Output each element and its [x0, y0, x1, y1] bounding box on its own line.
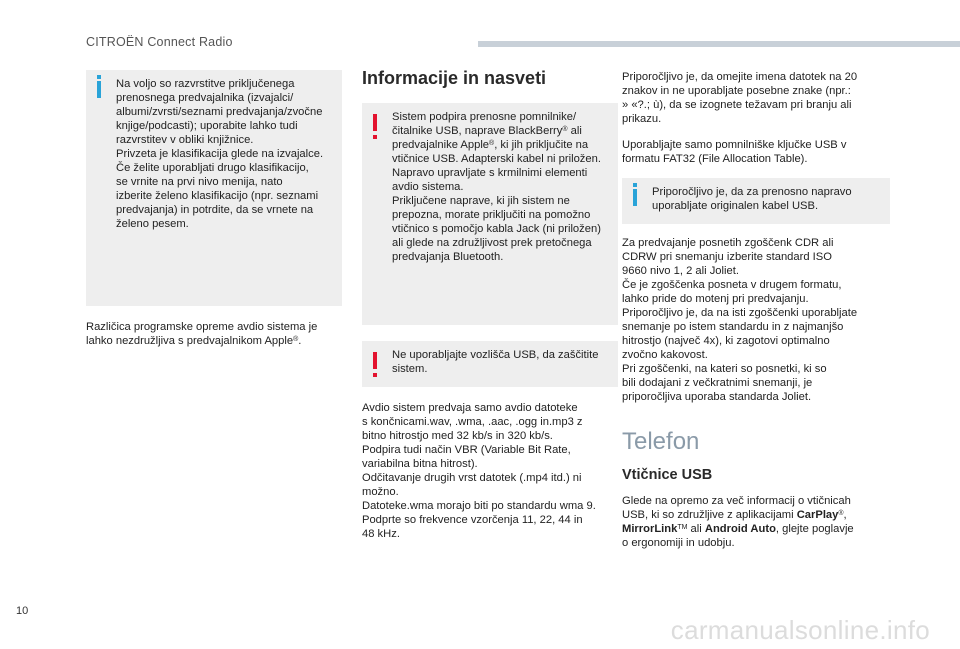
apple-compat-paragraph: Različica programske opreme avdio sistema je lahko nezdružljiva s predvajalnikom Apple®.: [86, 321, 318, 347]
subheading-usb-sockets: Vtičnice USB: [622, 467, 713, 483]
warning-icon: [373, 114, 377, 131]
page-number: 10: [16, 605, 29, 617]
info-icon: [633, 189, 637, 206]
warning-usb-text: Sistem podpira prenosne pomnilnike/ čitalnike USB, naprave BlackBerry® ali predvajalnike Apple®, ki jih priključite na vtičnice USB. Adapterski kabel ni priložen. Napravo upravljate s krmilnimi elementi avdio sistema. Priključene naprave, ki jih sistem ne prepozna, morate priključiti na pomožno vtičnico s pomočjo kabla Jack (ni priložen) ali glede na združljivost prek pretočnega predvajanja Bluetooth.: [392, 111, 601, 263]
info-note-box: [86, 70, 342, 306]
warning-box-hub: [362, 341, 618, 387]
warning-box-usb: [362, 103, 618, 325]
reg-mark: ®: [293, 336, 299, 343]
info-icon: [97, 81, 101, 98]
warning-hub-text: Ne uporabljajte vozlišča USB, da zaščitite sistem.: [392, 349, 599, 375]
info-box-cable: [622, 178, 890, 224]
header-bar: [478, 41, 960, 47]
section-heading-telefon: Telefon: [622, 428, 700, 455]
column-1: [86, 70, 342, 348]
warning-icon: [373, 352, 377, 369]
audio-formats-paragraph: Avdio sistem predvaja samo avdio datoteke s končnicami.wav, .wma, .aac, .ogg in.mp3 z bitno hitrostjo med 32 kb/s in 320 kb/s. Podpira tudi način VBR (Variable Bit Rate, variabilna bitna hitrost). Odčitavanje drugih vrst datotek (.mp4 itd.) ni možno. Datoteke.wma morajo biti po standardu wma 9. Podprte so frekvence vzorčenja 11, 22, 44 in 48 kHz.: [362, 402, 596, 540]
usb-sockets-paragraph: Glede na opremo za več informacij o vtičnicah USB, ki so združljive z aplikacijami CarPlay®, MirrorLink™ ali Android Auto, glejte poglavje o ergonomiji in udobju.: [622, 495, 854, 549]
section-heading-informacije: Informacije in nasveti: [362, 68, 547, 88]
cd-paragraph: Za predvajanje posnetih zgoščenk CDR ali CDRW pri snemanju izberite standard ISO 9660 nivo 1, 2 ali Joliet. Če je zgoščenka posneta v drugem formatu, lahko pride do motenj pri predvajanju. Priporočljivo je, da na isti zgoščenki uporabljate snemanje po istem standardu in z najmanjšo hitrostjo (največ 4x), ki zagotovi optimalno zvočno kakovost. Pri zgoščenki, na kateri so posnetki, ki so bili dodajani z večkratnimi snemanji, je priporočljiva uporaba standarda Joliet.: [622, 237, 858, 403]
info-note-text: Na voljo so razvrstitve priključenega prenosnega predvajalnika (izvajalci/ albumi/zvrsti/seznami predvajanja/zvočne knjige/podcasti); uporabite lahko tudi razvrstitev v obliki knjižnice. Privzeta je klasifikacija glede na izvajalce. Če želite uporabljati drugo klasifikacijo, se vrnite na prvi nivo menija, nato izberite želeno klasifikacijo (npr. seznami predvajanja) in potrdite, da se vrnete na želeno pesem.: [116, 78, 324, 230]
column-3: [622, 70, 892, 550]
info-cable-text: Priporočljivo je, da za prenosno napravo uporabljate originalen kabel USB.: [652, 186, 852, 212]
filenames-paragraph: Priporočljivo je, da omejite imena datotek na 20 znakov in ne uporabljate posebne znake (npr.: » «?.; ù), da se izognete težavam pri branju ali prikazu.: [622, 71, 858, 125]
fat32-paragraph: Uporabljajte samo pomnilniške ključke USB v formatu FAT32 (File Allocation Table).: [622, 139, 847, 165]
watermark: carmanualsonline.info: [670, 615, 930, 645]
header-title: CITROËN Connect Radio: [86, 35, 233, 49]
column-2: [362, 70, 618, 541]
